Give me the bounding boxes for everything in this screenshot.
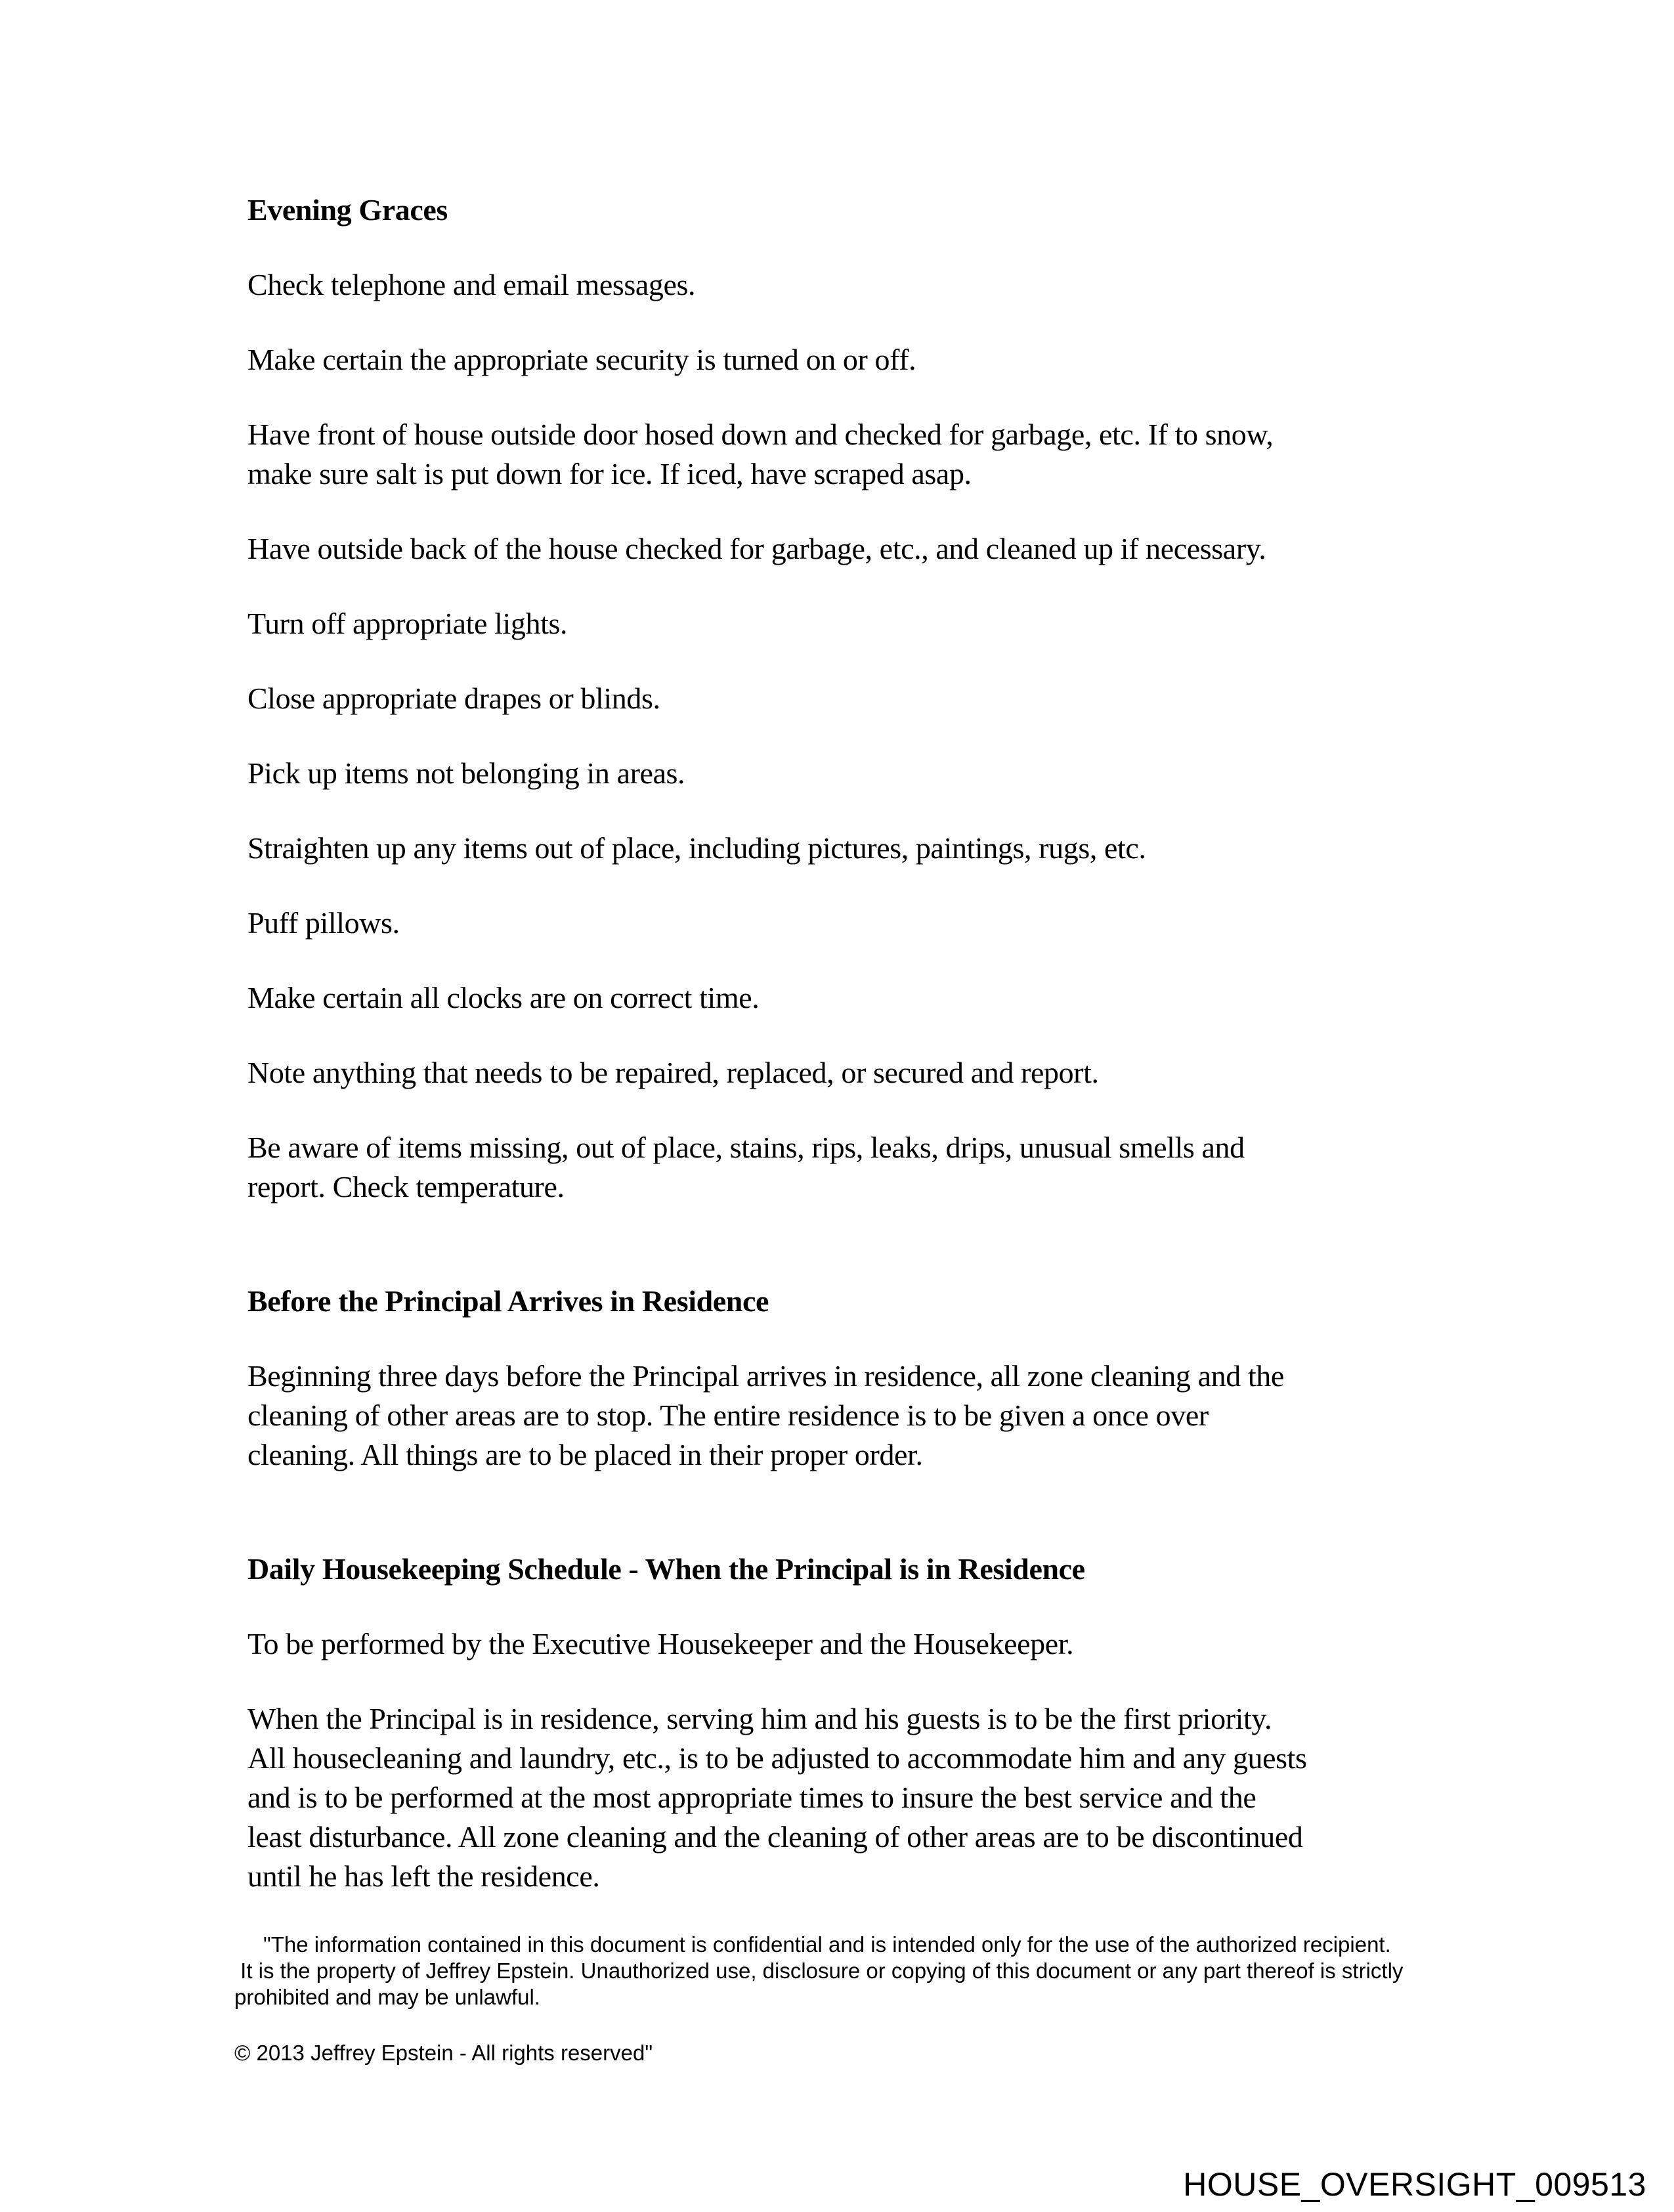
paragraph-line: When the Principal is in residence, serving him and his guests is to be the first priority. bbox=[247, 1702, 1272, 1735]
document-flow bbox=[234, 190, 1469, 2066]
section-heading bbox=[247, 190, 1469, 230]
paragraph bbox=[247, 1053, 1469, 1093]
paragraph-line: and is to be performed at the most appropriate times to insure the best service and the bbox=[247, 1781, 1256, 1814]
document-body bbox=[234, 190, 1469, 1896]
paragraph-line: Evening Graces bbox=[247, 193, 448, 227]
paragraph-line: Make certain all clocks are on correct time. bbox=[247, 981, 760, 1014]
paragraph-line: Daily Housekeeping Schedule - When the Principal is in Residence bbox=[247, 1552, 1085, 1586]
paragraph-line: Check telephone and email messages. bbox=[247, 268, 696, 301]
paragraph-line: least disturbance. All zone cleaning and the cleaning of other areas are to be discontinued bbox=[247, 1820, 1303, 1854]
paragraph-line: cleaning of other areas are to stop. The entire residence is to be given a once over bbox=[247, 1399, 1209, 1432]
paragraph-line: Be aware of items missing, out of place, stains, rips, leaks, drips, unusual smells and bbox=[247, 1131, 1245, 1164]
paragraph-line: Beginning three days before the Principal arrives in residence, all zone cleaning and the bbox=[247, 1359, 1284, 1393]
disclaimer-line: "The information contained in this document is confidential and is intended only for the use of the authorized recipient. bbox=[263, 1932, 1391, 1957]
paragraph-line: cleaning. All things are to be placed in their proper order. bbox=[247, 1438, 923, 1471]
paragraph bbox=[247, 1356, 1469, 1475]
paragraph bbox=[247, 829, 1469, 868]
paragraph bbox=[247, 1128, 1469, 1207]
section-heading bbox=[247, 1282, 1469, 1321]
paragraph-line: Puff pillows. bbox=[247, 906, 400, 940]
paragraph bbox=[247, 978, 1469, 1018]
paragraph bbox=[247, 265, 1469, 305]
disclaimer-line: It is the property of Jeffrey Epstein. Unauthorized use, disclosure or copying of this document or any part thereof is strictly bbox=[234, 1959, 1404, 1983]
paragraph bbox=[247, 1699, 1469, 1896]
paragraph bbox=[247, 754, 1469, 793]
confidentiality-disclaimer bbox=[234, 1932, 1469, 2010]
paragraph bbox=[247, 604, 1469, 643]
paragraph-line: Pick up items not belonging in areas. bbox=[247, 756, 685, 790]
paragraph-line: Have outside back of the house checked for garbage, etc., and cleaned up if necessary. bbox=[247, 532, 1266, 565]
paragraph-line: Have front of house outside door hosed down and checked for garbage, etc. If to snow, bbox=[247, 418, 1274, 451]
bates-number: HOUSE_OVERSIGHT_009513 bbox=[1183, 2166, 1646, 2203]
paragraph-line: Note anything that needs to be repaired, replaced, or secured and report. bbox=[247, 1056, 1099, 1089]
copyright-line: © 2013 Jeffrey Epstein - All rights reserved" bbox=[234, 2041, 653, 2065]
section-heading bbox=[247, 1550, 1469, 1589]
paragraph-line: Close appropriate drapes or blinds. bbox=[247, 682, 660, 715]
paragraph-line: All housecleaning and laundry, etc., is to be adjusted to accommodate him and any guests bbox=[247, 1741, 1307, 1775]
paragraph bbox=[247, 903, 1469, 943]
paragraph-line: make sure salt is put down for ice. If iced, have scraped asap. bbox=[247, 457, 972, 490]
paragraph bbox=[247, 529, 1469, 569]
paragraph-line: Make certain the appropriate security is turned on or off. bbox=[247, 343, 916, 376]
paragraph bbox=[247, 340, 1469, 380]
paragraph-line: Turn off appropriate lights. bbox=[247, 607, 568, 640]
paragraph-line: To be performed by the Executive Housekeeper and the Housekeeper. bbox=[247, 1627, 1074, 1660]
paragraph-line: report. Check temperature. bbox=[247, 1170, 565, 1204]
disclaimer-line: prohibited and may be unlawful. bbox=[234, 1985, 540, 2009]
paragraph bbox=[247, 1624, 1469, 1664]
paragraph bbox=[247, 679, 1469, 718]
paragraph-line: Before the Principal Arrives in Residence bbox=[247, 1284, 769, 1318]
paragraph-line: until he has left the residence. bbox=[247, 1859, 600, 1893]
paragraph-line: Straighten up any items out of place, including pictures, paintings, rugs, etc. bbox=[247, 831, 1146, 865]
paragraph bbox=[247, 415, 1469, 494]
